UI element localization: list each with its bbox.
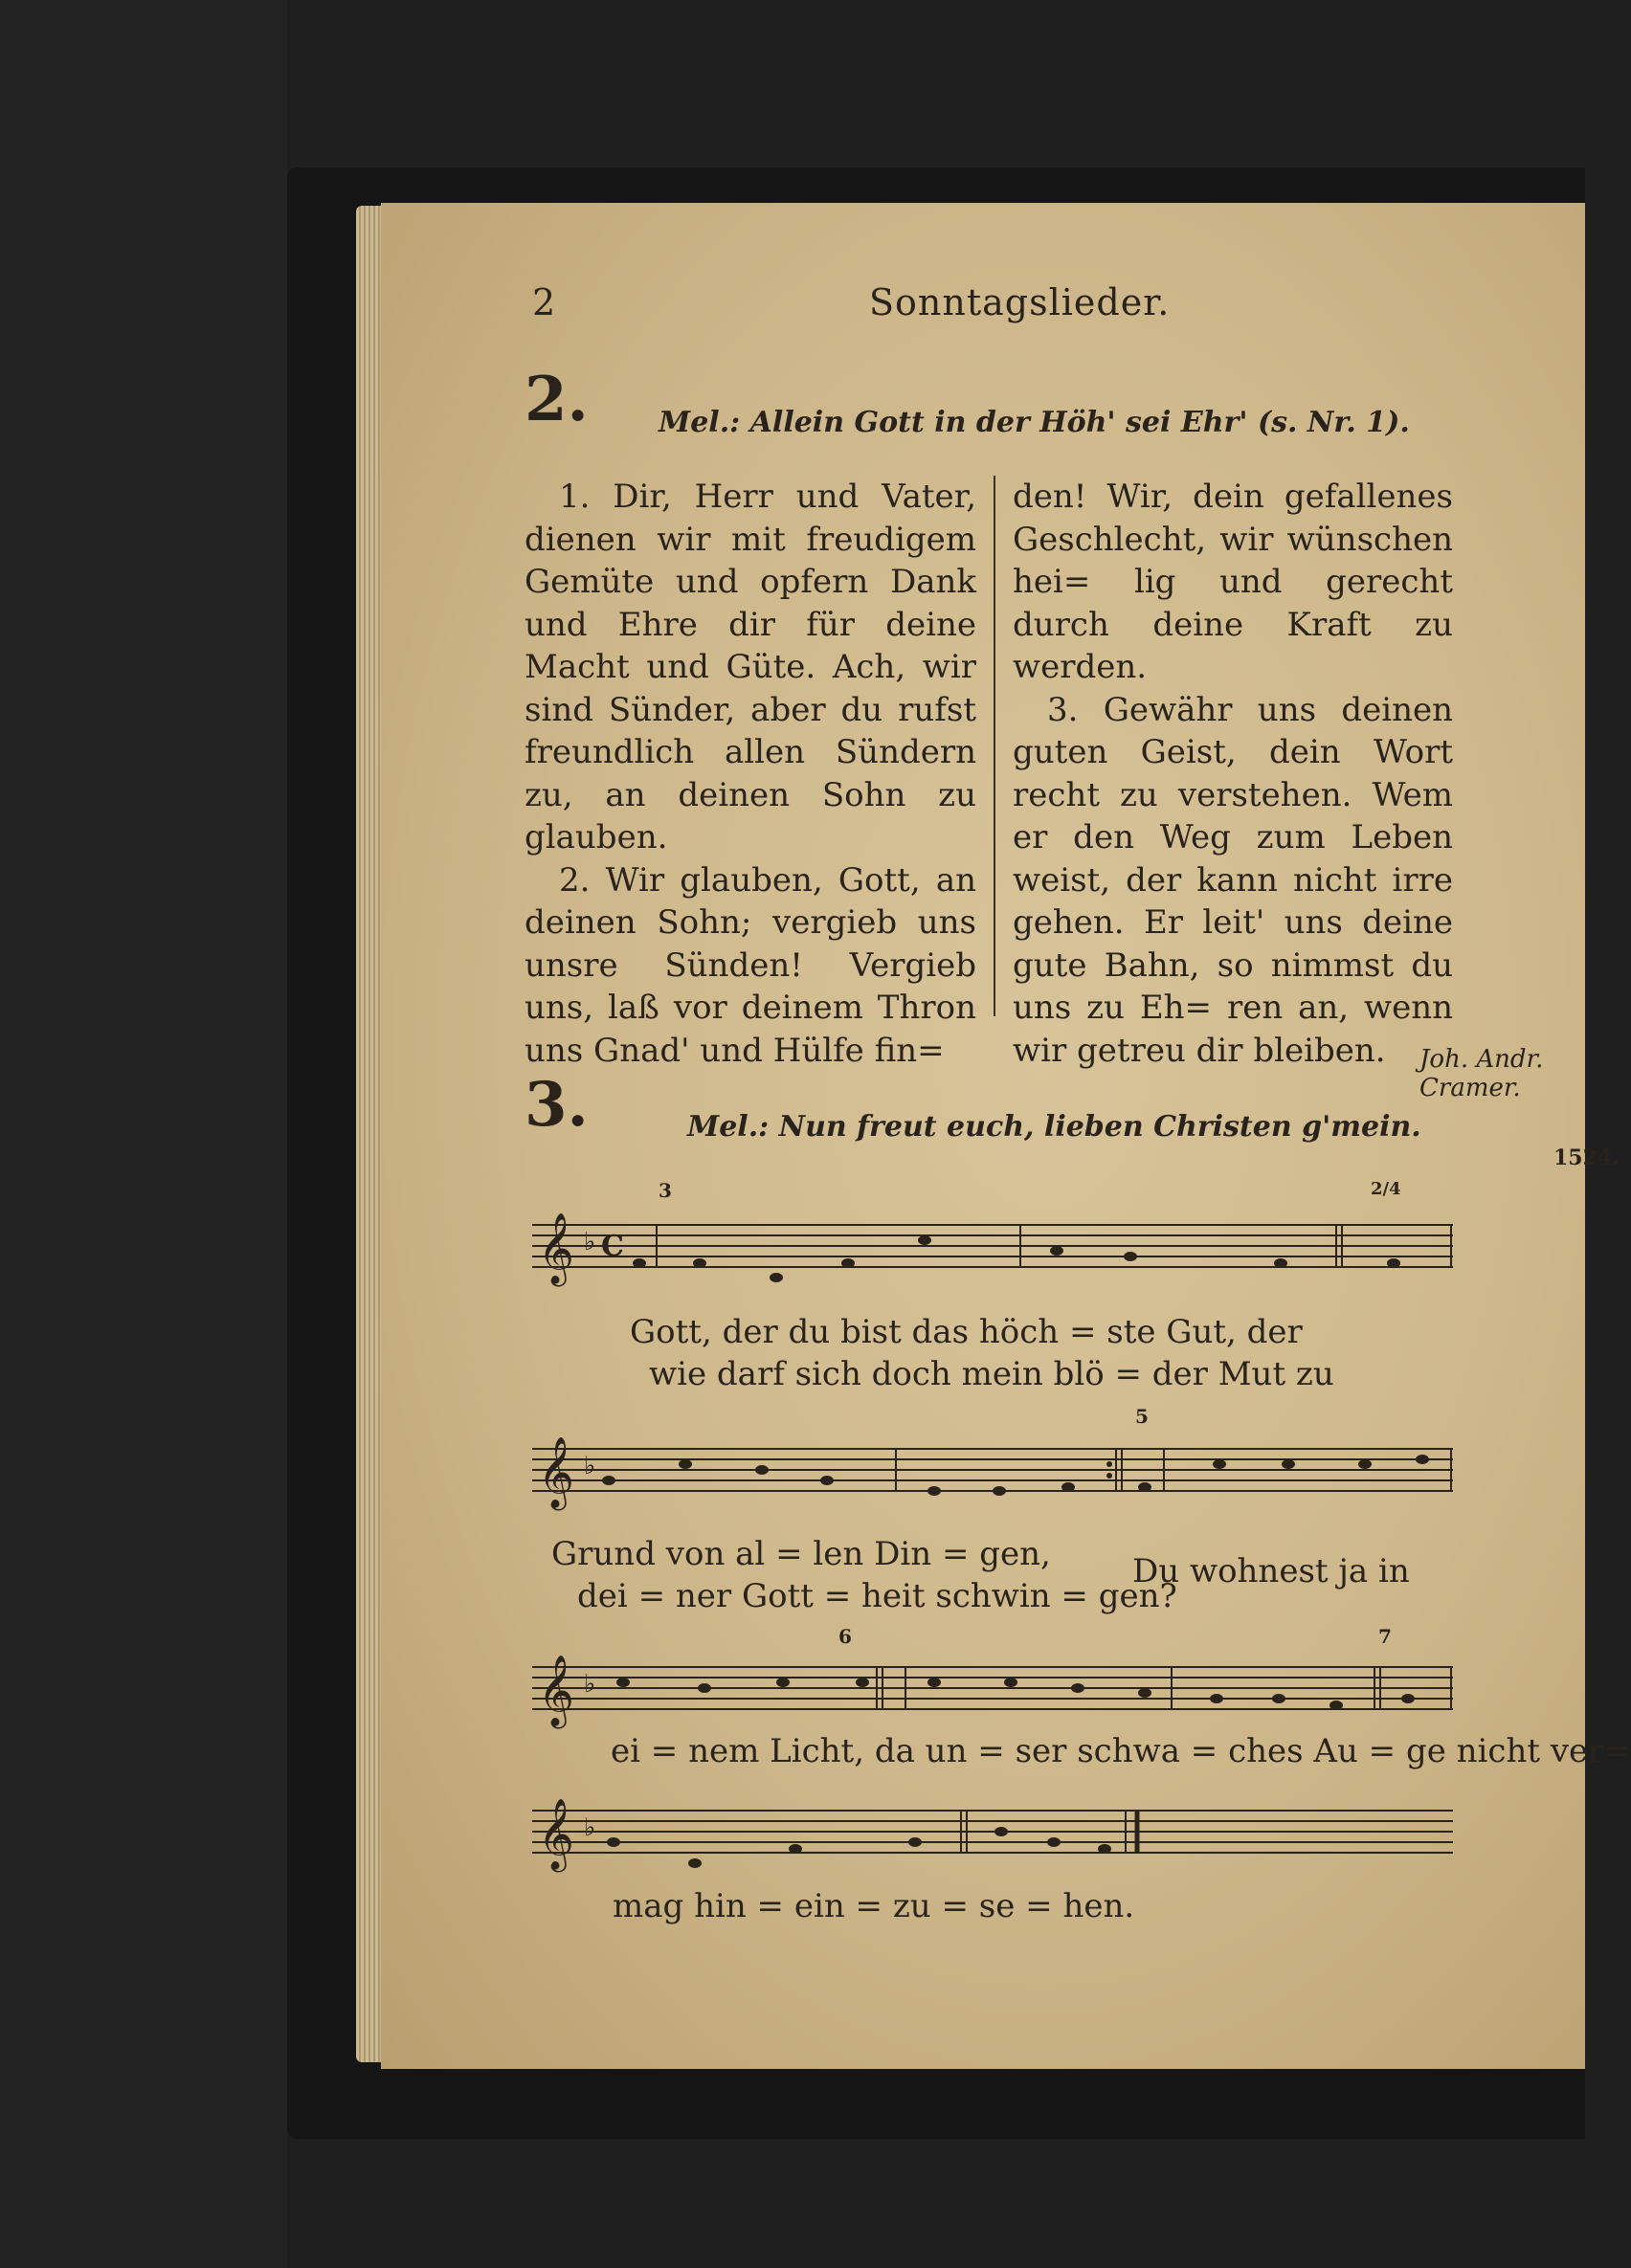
svg-text:♭: ♭ — [584, 1452, 596, 1480]
lyrics-line-2c: Du wohnest ja in — [1132, 1552, 1410, 1590]
svg-text:𝄞: 𝄞 — [538, 1799, 574, 1870]
hymn-2-number: 2. — [525, 364, 589, 435]
background — [0, 0, 287, 2268]
svg-text:𝄞: 𝄞 — [538, 1213, 574, 1284]
verse-1: 1. Dir, Herr und Vater, dienen wir mit freudigem Gemüte und opfern Dank und Ehre dir für deine Macht und Güte. Ach, wir sind Sünder, aber du rufst freundlich allen Sündern zu, an deinen Sohn zu glauben. — [525, 478, 976, 856]
music-staff-2 — [532, 1405, 1453, 1510]
lyrics-line-2b: dei = ner Gott = heit schwin = gen? — [577, 1577, 1177, 1615]
time-signature-2-4: 2/4 — [1371, 1179, 1401, 1199]
melody-year: 1524. — [1553, 1145, 1620, 1170]
verse-3: 3. Gewähr uns deinen guten Geist, dein Wort recht zu verstehen. Wem er den Weg zum Leben weist, der kann nicht irre gehen. Er leit' uns deine gute Bahn, so nimmst du uns zu Eh= ren an, wenn wir getreu dir bleiben. — [1013, 690, 1453, 1070]
measure-number-5: 5 — [1135, 1405, 1149, 1428]
hymn-2-author: Joh. Andr. Cramer. — [1419, 1045, 1544, 1102]
hymn-2-right-column — [1013, 476, 1453, 1072]
svg-text:♭: ♭ — [584, 1670, 596, 1699]
verse-2: 2. Wir glauben, Gott, an deinen Sohn; vergieb uns unsre Sünden! Vergieb uns, laß vor deinem Thron uns Gnad' und Hülfe fin= — [525, 860, 976, 1070]
lyrics-line-1a: Gott, der du bist das höch = ste Gut, der — [630, 1313, 1303, 1351]
svg-text:♭: ♭ — [584, 1228, 596, 1256]
svg-text:C: C — [601, 1230, 624, 1263]
page-number: 2 — [532, 281, 556, 323]
music-staff-1 — [532, 1179, 1453, 1286]
hymn-2-melody: Mel.: Allein Gott in der Höh' sei Ehr' (s. Nr. 1). — [659, 406, 1410, 439]
music-staff-3 — [532, 1625, 1453, 1728]
lyrics-line-3: ei = nem Licht, da un = ser schwa = ches Au = ge nicht ver= — [611, 1732, 1631, 1770]
svg-text:♭: ♭ — [584, 1813, 596, 1842]
hymn-2-left-column — [525, 476, 976, 1072]
lyrics-line-4: mag hin = ein = zu = se = hen. — [613, 1887, 1135, 1925]
measure-number-6: 6 — [838, 1625, 852, 1648]
running-head: Sonntagslieder. — [869, 281, 1171, 323]
lyrics-line-1b: wie darf sich doch mein blö = der Mut zu — [649, 1355, 1334, 1393]
page-header — [381, 281, 1585, 329]
hymnal-page — [381, 203, 1631, 2069]
column-divider — [994, 476, 995, 1016]
measure-number-7: 7 — [1378, 1625, 1392, 1648]
svg-text:𝄞: 𝄞 — [538, 1437, 574, 1508]
svg-text:𝄞: 𝄞 — [538, 1656, 574, 1726]
music-staff-4 — [532, 1791, 1453, 1872]
hymn-3-melody: Mel.: Nun freut euch, lieben Christen g'mein. — [687, 1110, 1421, 1144]
lyrics-line-2a: Grund von al = len Din = gen, — [551, 1535, 1051, 1573]
verse-2-continued: den! Wir, dein gefallenes Geschlecht, wir wünschen hei= lig und gerecht durch deine Kraft zu werden. — [1013, 478, 1453, 686]
time-signature-3: 3 — [659, 1179, 672, 1202]
hymn-3-number: 3. — [525, 1069, 589, 1141]
